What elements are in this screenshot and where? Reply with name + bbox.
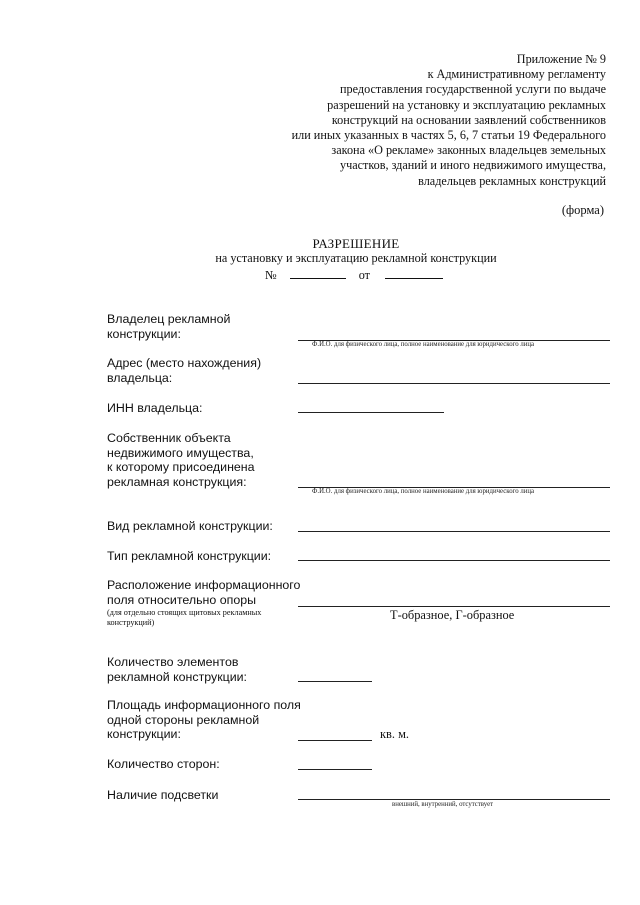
lighting-field[interactable] (298, 799, 610, 800)
placement-field[interactable] (298, 606, 610, 607)
property-owner-label-line: недвижимого имущества, (107, 445, 254, 460)
document-subtitle: на установку и эксплуатацию рекламной конструкции (215, 251, 497, 265)
date-from-label: от (358, 268, 370, 282)
lighting-label: Наличие подсветки (107, 788, 219, 802)
owner-label (107, 312, 230, 341)
type-label: Тип рекламной конструкции: (107, 549, 272, 563)
type-field[interactable] (298, 560, 610, 561)
property-owner-hint: Ф.И.О. для физического лица, полное наименование для юридического лица (312, 488, 535, 495)
number-label: № (265, 268, 277, 282)
inn-field[interactable] (298, 412, 444, 413)
document-title: РАЗРЕШЕНИЕ (312, 236, 400, 251)
kind-label: Вид рекламной конструкции: (107, 519, 273, 533)
owner-hint: Ф.И.О. для физического лица, полное наименование для юридического лица (312, 341, 535, 348)
placement-options: Т-образное, Г-образное (390, 608, 515, 622)
area-label-line: конструкции: (107, 727, 181, 741)
appendix-line: разрешений на установку и эксплуатацию рекламных (327, 97, 606, 112)
appendix-header (246, 52, 606, 189)
elements-label (107, 655, 247, 684)
placement-label-line: поля относительно опоры (107, 592, 257, 607)
appendix-line: конструкций на основании заявлений собственников (331, 112, 606, 127)
permit-date-field[interactable] (385, 268, 443, 279)
appendix-line: владельцев рекламных конструкций (418, 173, 606, 188)
address-field[interactable] (298, 383, 610, 384)
appendix-line: участков, зданий и иного недвижимого имущества, (339, 158, 606, 173)
placement-note-line: конструкций) (107, 618, 155, 627)
elements-label-line: рекламной конструкции: (107, 669, 247, 684)
area-label-line: одной стороны рекламной (107, 712, 260, 727)
owner-label-line: Владелец рекламной (107, 312, 231, 326)
property-owner-label-line: рекламная конструкция: (107, 474, 247, 489)
placement-label-line: Расположение информационного (107, 578, 301, 592)
owner-label-line: конструкции: (107, 326, 181, 341)
address-label-line: Адрес (место нахождения) (107, 356, 262, 370)
appendix-line: Приложение № 9 (516, 52, 606, 66)
property-owner-label (107, 431, 255, 489)
inn-label: ИНН владельца: (107, 401, 203, 415)
placement-label (107, 578, 300, 607)
area-unit: кв. м. (380, 727, 410, 741)
address-label (107, 356, 261, 385)
property-owner-label-line: к которому присоединена (107, 460, 255, 474)
sides-field[interactable] (298, 769, 372, 770)
permit-number-field[interactable] (290, 268, 346, 279)
appendix-line: закона «О рекламе» законных владельцев земельных (331, 143, 606, 158)
permit-number-line (265, 268, 443, 283)
area-field[interactable] (298, 740, 372, 741)
property-owner-label-line: Собственник объекта (107, 431, 231, 445)
area-label-line: Площадь информационного поля (107, 698, 301, 712)
kind-field[interactable] (298, 531, 610, 532)
address-label-line: владельца: (107, 370, 173, 385)
appendix-line: предоставления государственной услуги по выдаче (340, 82, 606, 97)
form-mark: (форма) (561, 203, 604, 217)
area-label (107, 698, 301, 742)
elements-field[interactable] (298, 681, 372, 682)
appendix-line: к Административному регламенту (427, 67, 606, 82)
lighting-hint: внешний, внутренний, отсутствует (392, 801, 494, 808)
appendix-line: или иных указанных в частях 5, 6, 7 статьи 19 Федерального (291, 128, 606, 143)
placement-note-line: (для отдельно стоящих щитовых рекламных (107, 608, 262, 617)
elements-label-line: Количество элементов (107, 655, 239, 669)
sides-label: Количество сторон: (107, 757, 220, 771)
placement-note (107, 608, 261, 628)
